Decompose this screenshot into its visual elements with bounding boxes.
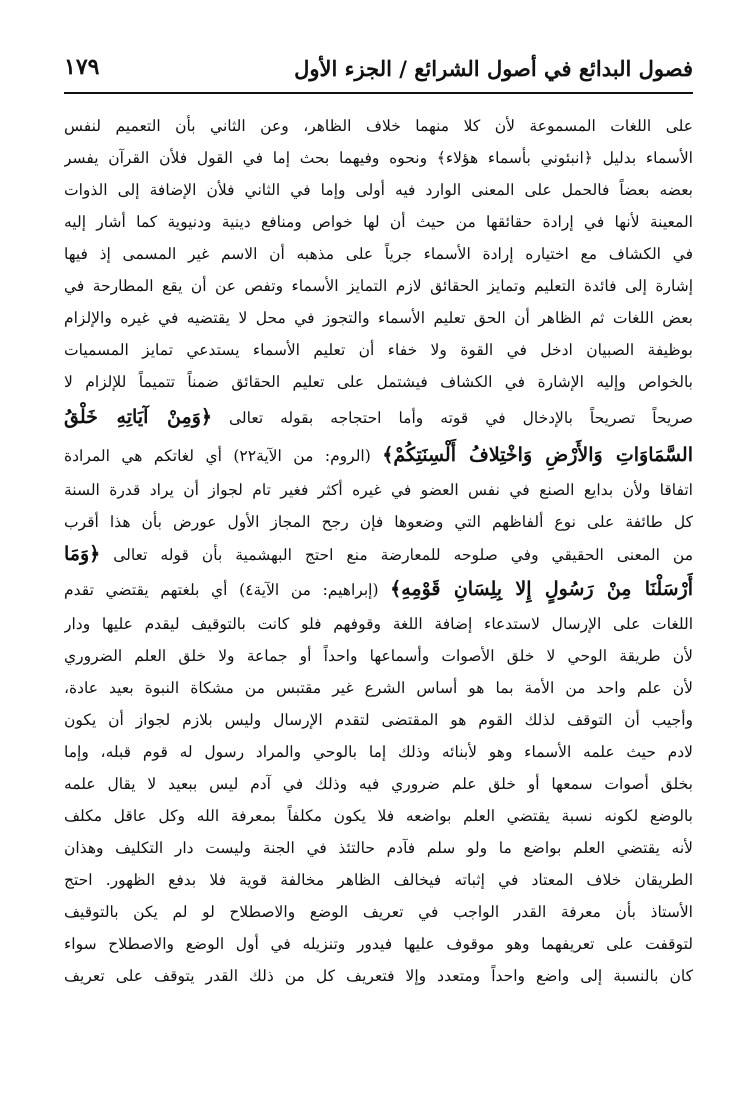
line-text: الأستاذ بأن معرفة القدر الواجب في تعريف الوضع والاصطلاح لو لم يكن بالتوقيف [64, 903, 693, 921]
text-line [64, 302, 693, 334]
text-line [64, 270, 693, 302]
text-line [64, 506, 693, 538]
line-text: الأسماء بدليل ﴿انبئوني بأسماء هؤلاء﴾ ونحوه وفيهما بحث إما في القول فلأن القرآن يفسر [64, 149, 693, 167]
line-text: إشارة إلى فائدة التعليم وتمايز الحقائق لازم التمايز الأسماء وتفص عن أن يقع المطارحة في [64, 277, 693, 295]
text-line [64, 960, 693, 992]
line-text: المعينة لأنها في إرادة حقائقها من حيث أن لها خواص ومنافع دينية ودنيوية كما أشار إليه [64, 213, 693, 231]
text-line [64, 570, 693, 608]
line-text: لأن علم واحد من الأمة بما هو أساس الشرع غير مقتبس من مشكاة النبوة بعيد عادة، [64, 679, 693, 697]
body-text [64, 110, 693, 992]
text-line [64, 640, 693, 672]
text-line [64, 608, 693, 640]
line-text: الطريقان خلاف المعتاد في إثباته فيخالف الظاهر مخالفة قوية فلا بدفع الظهور. احتج [64, 871, 693, 889]
page-number: ١٧٩ [64, 54, 100, 80]
text-line [64, 736, 693, 768]
line-text: لأن طريقة الوحي لا خلق الأصوات وأسماعها واحداً أو جماعة ولا خلق العلم الضروري [64, 647, 693, 665]
line-text: لأنه يقتضي العلم بواضع ما ولو سلم فآدم حالتئذ في الجنة وليست دار التكليف وهذان [64, 839, 693, 857]
line-text: بعض اللغات ثم الظاهر أن الحق تعليم الأسماء والتجوز في محل لا يقتضيه في غيره والإلزام [64, 309, 693, 327]
line-text: لادم حيث علمه الأسماء وهو لأبنائه وذلك إما بالوحي والمراد رسول له قوم قبله، وإما [64, 743, 693, 761]
line-text: وأجيب أن التوقف لذلك القوم هو المقتضى لتقدم الإرسال وليس بلازم لجواز أن يكون [64, 711, 693, 729]
line-text: (إبراهيم: من الآية٤) أي بلغتهم يقتضي تقدم [64, 581, 391, 599]
line-text: اللغات على الإرسال لاستدعاء إضافة اللغة وقوفهم فلو كانت بالتوقيف ليقدم عليها ودار [64, 615, 693, 633]
text-line [64, 768, 693, 800]
text-line [64, 474, 693, 506]
text-line [64, 334, 693, 366]
line-text: (الروم: من الآية٢٢) أي لغاتكم هي المرادة [64, 447, 383, 465]
quran-verse: ﴿وَمِنْ آيَاتِهِ خَلْقُ [64, 406, 212, 428]
line-text: كان بالنسبة إلى واضع واحداً ومتعدد وإلا فتعريف كل من ذلك القدر يتوقف على تعريف [64, 967, 693, 985]
page-header [64, 52, 693, 94]
line-text: على اللغات المسموعة لأن كلا منهما خلاف الظاهر، وعن الثاني بأن التعميم لنفس [64, 117, 693, 135]
line-text: اتفاقا ولأن بدايع الصنع في نفس العضو في غيره أكثر فغير تام لجواز أن يراد قدرة السنة [64, 481, 693, 499]
text-line [64, 436, 693, 474]
line-text: كل طائفة على نوع ألفاظهم التي وضعوها فإن رجح المجاز الأول عورض بأن هذا أقرب [64, 513, 693, 531]
line-text: بالوضع لكونه نسبة يقتضي العلم بواضعه فلا يكون مكلفاً بمعرفة الله وكل عاقل مكلف [64, 807, 693, 825]
text-line [64, 398, 693, 436]
line-text: من المعنى الحقيقي وفي صلوحه للمعارضة منع احتج البهشمية بأن قوله تعالى [100, 546, 693, 564]
quran-verse: السَّمَاوَاتِ وَالأَرْضِ وَاخْتِلافُ أَلْسِنَتِكُمْ﴾ [382, 444, 693, 466]
line-text: بعضه بعضاً فالحمل على المعنى الوارد فيه أولى وإما في الثاني فلأن الإضافة إلى الذوات [64, 181, 693, 199]
text-line [64, 538, 693, 570]
line-text: بالخواص وإليه الإشارة في الكشاف فيشتمل على تعليم الحقائق ضمناً تتميماً للإلزام لا [64, 373, 693, 391]
text-line [64, 206, 693, 238]
text-line [64, 832, 693, 864]
running-title: فصول البدائع في أصول الشرائع / الجزء الأول [294, 56, 693, 81]
text-line [64, 366, 693, 398]
text-line [64, 142, 693, 174]
line-text: صريحاً تصريحاً بالإدخال في قوته وأما احتجاجه بقوله تعالى [212, 409, 693, 427]
line-text: لتوقفت على تعريفهما وهو موقوف عليها فيدور وتنزيله في أول الوضع والاصطلاح سواء [64, 935, 693, 953]
text-line [64, 238, 693, 270]
text-line [64, 110, 693, 142]
text-line [64, 800, 693, 832]
text-line [64, 672, 693, 704]
line-text: في الكشاف مع اختياره إرادة الأسماء جرياً على مذهبه أن الاسم غير المسمى إذ فيها [64, 245, 693, 263]
text-line [64, 928, 693, 960]
text-line [64, 704, 693, 736]
text-line [64, 864, 693, 896]
text-line [64, 896, 693, 928]
quran-verse: ﴿وَمَا [64, 543, 101, 565]
line-text: بوظيفة الصبيان ادخل في القوة ولا خفاء أن تعليم الأسماء يستدعي تمايز المسميات [64, 341, 693, 359]
line-text: بخلق أصوات سمعها أو خلق علم ضروري فيه وذلك في آدم ليس ببعيد لا يقال علمه [64, 775, 693, 793]
quran-verse: أَرْسَلْنَا مِنْ رَسُولٍ إِلا بِلِسَانِ قَوْمِهِ﴾ [390, 578, 693, 600]
text-line [64, 174, 693, 206]
